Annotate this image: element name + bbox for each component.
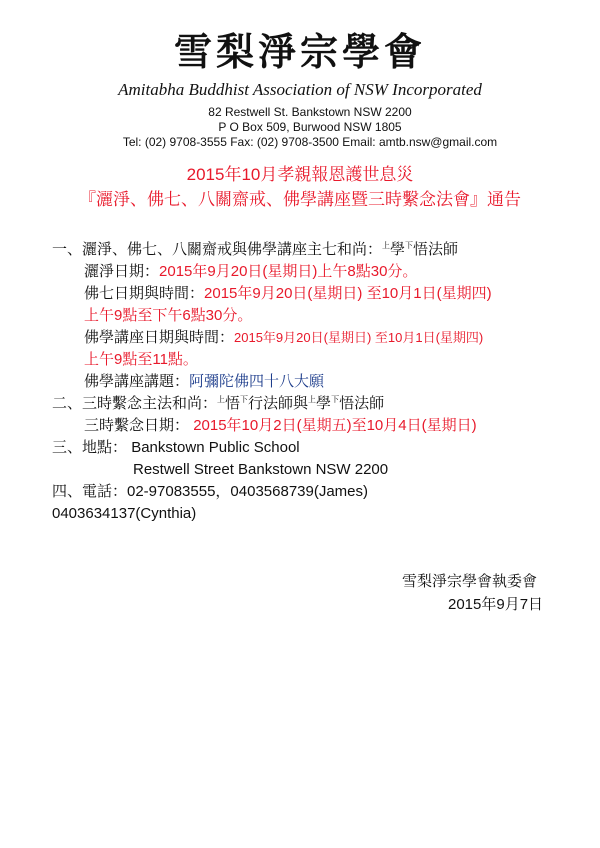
section-2-heading — [52, 394, 384, 413]
contact-info: Tel: (02) 9708-3555 Fax: (02) 9708-3500 Email: amtb.nsw@gmail.com — [122, 135, 498, 149]
sup: 上 — [382, 241, 391, 250]
value: 2015年9月20日(星期日) 至10月1日(星期四) — [234, 330, 484, 345]
logo-title: 雪梨淨宗學會 — [173, 29, 426, 74]
name: 悟法師 — [413, 241, 459, 258]
signature-date: 2015年9月7日 — [448, 596, 544, 613]
address-street: 82 Restwell St. Bankstown NSW 2200 — [208, 105, 412, 119]
label: 灑淨日期： — [84, 263, 160, 280]
phone-cynthia: 0403634137(Cynthia) — [52, 505, 197, 522]
sanshi-date — [84, 416, 477, 435]
name: 悟 — [225, 395, 241, 412]
foqi-date — [84, 284, 492, 303]
name: 悟法師 — [339, 395, 385, 412]
org-name: Amitabha Buddhist Association of NSW Incorporated — [118, 80, 482, 99]
sajing-date — [84, 262, 417, 281]
sup: 下 — [405, 241, 414, 250]
label: 佛學講座講題： — [84, 373, 190, 390]
lecture-time: 上午9點至11點。 — [84, 351, 198, 368]
foqi-time: 上午9點至下午6點30分。 — [84, 307, 253, 324]
label: 一、灑淨、佛七、八關齋戒與佛學講座主七和尚： — [52, 241, 383, 258]
label: 二、三時繫念主法和尚： — [52, 395, 218, 412]
value: 2015年10月2日(星期五)至10月4日(星期日) — [193, 417, 477, 434]
label: 佛七日期與時間： — [84, 285, 205, 302]
notice-title-line2: 『灑淨、佛七、八關齋戒、佛學講座暨三時繫念法會』通告 — [79, 190, 521, 209]
name: 學 — [390, 241, 406, 258]
name: 行法師與 — [248, 395, 309, 412]
signature-org: 雪梨淨宗學會執委會 — [402, 573, 538, 590]
label: 三、地點： — [52, 439, 128, 456]
sup: 下 — [240, 395, 249, 404]
sup: 上 — [308, 395, 317, 404]
section-3-venue — [52, 438, 300, 457]
section-1-heading — [52, 240, 458, 259]
label: 三時繫念日期： — [84, 417, 190, 434]
sup: 下 — [331, 395, 340, 404]
value: 阿彌陀佛四十八大願 — [189, 373, 325, 390]
sup: 上 — [217, 395, 226, 404]
name: 學 — [316, 395, 332, 412]
lecture-date — [84, 328, 483, 347]
lecture-topic — [84, 372, 324, 391]
address-pobox: P O Box 509, Burwood NSW 1805 — [218, 120, 402, 134]
value: 2015年9月20日(星期日) 至10月1日(星期四) — [204, 285, 492, 302]
section-4-phone: 四、電話：02-97083555，0403568739(James) — [52, 483, 369, 500]
venue-address: Restwell Street Bankstown NSW 2200 — [133, 461, 389, 478]
label: 佛學講座日期與時間： — [84, 329, 235, 346]
value: 2015年9月20日(星期日)上午8點30分。 — [159, 263, 418, 280]
notice-title-line1: 2015年10月孝親報恩護世息災 — [186, 165, 414, 184]
venue-name: Bankstown Public School — [131, 439, 300, 456]
